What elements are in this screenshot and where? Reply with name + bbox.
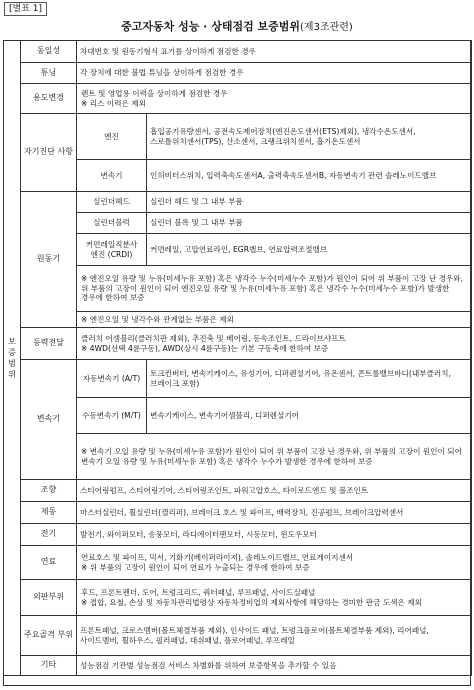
category-usage: 용도변경	[21, 84, 77, 114]
row-tuning	[4, 63, 472, 84]
category-steering: 조향	[21, 480, 77, 502]
label-selfdiag-transmission: 변속기	[77, 160, 147, 192]
content-prime-note: ※ 엔진오일 유량 및 누유(미세누유 포함) 혹은 냉각수 누수(미세누수 포함)가 원인이 되어 위 부품이 고장 난 경우와, 위 부품의 고장이 원인이 되어 엔진오일 유량 및 누유(미세누유 포함) 혹은 냉각수 누수(미세누수 포함)가 발생한 경우에 한하여 보증	[77, 266, 472, 312]
drive-line1: 클러치 어셈블리(클러치판 제외), 추진축 및 베어링, 등속조인트, 드라이브샤프트	[81, 333, 346, 343]
content-usage	[77, 84, 472, 114]
content-electric: 발전기, 와이퍼모터, 송풍모터, 라디에이터팬모터, 시동모터, 윈도우모터	[77, 524, 472, 546]
row-etc	[4, 656, 472, 676]
content-etc: 성능점검 기관별 성능점검 서비스 차별화를 위하여 보증항목을 추가할 수 있음	[77, 656, 472, 676]
row-selfdiag-engine	[4, 114, 472, 160]
label-cylinder-block: 실린더블럭	[77, 213, 147, 234]
row-exterior	[4, 580, 472, 616]
category-identity: 동일성	[21, 41, 77, 63]
warranty-scope-table	[3, 40, 472, 676]
content-frame: 프론트패널, 크로스멤버(볼트체결부품 제외), 인사이드 패널, 트렁크플로어(볼트체결부품 제외), 리어패널, 사이드멤버, 휠하우스, 필러패널, 대쉬패널, 플로어패널, 루프레일	[77, 616, 472, 656]
row-frame	[4, 616, 472, 656]
document-title	[0, 20, 474, 34]
content-drivetrain	[77, 328, 472, 360]
content-crdi: 커먼레일, 고압연료라인, EGR밸브, 연료압력조절밸브	[147, 234, 472, 266]
label-selfdiag-engine: 엔진	[77, 114, 147, 160]
exterior-note: ※ 접합, 요철, 손상 및 자동차관리법령상 자동차정비업의 제외사항에 해당하는 경미한 판금 도색은 제외	[81, 597, 422, 607]
row-braking	[4, 502, 472, 524]
content-steering: 스티어링펌프, 스티어링기어, 스티어링조인트, 파워고압호스, 타이로드엔드 및 볼조인트	[77, 480, 472, 502]
main-category-label: 보증범위	[8, 337, 16, 379]
row-prime-head	[4, 192, 472, 213]
label-cylinder-head: 실린더헤드	[77, 192, 147, 213]
main-category-cell	[4, 41, 21, 676]
row-trans-auto	[4, 360, 472, 398]
content-manual-transmission: 변속기케이스, 변속기어셈블리, 디퍼렌셜기어	[147, 398, 472, 434]
usage-line1: 렌트 및 영업용 이력을 상이하게 점검한 경우	[81, 88, 228, 98]
content-cylinder-block: 실린더 블록 및 그 내부 부품	[147, 213, 472, 234]
title-main: 중고자동차 성능 · 상태점검 보증범위	[121, 20, 301, 33]
row-electric	[4, 524, 472, 546]
content-prime-note2: ※ 엔진오일 및 냉각수와 관계없는 부품은 제외	[77, 312, 472, 328]
category-exterior: 외판부위	[21, 580, 77, 616]
fuel-note: ※ 위 부품의 고장이 원인이 되어 연료가 누출되는 경우에 한하여 보증	[81, 562, 310, 572]
content-cylinder-head: 실린더 헤드 및 그 내부 부품	[147, 192, 472, 213]
content-auto-transmission: 토크컨버터, 변속기케이스, 유성기어, 디퍼렌셜기어, 유온센서, 콘트롤밸브바디(내부클러치, 브레이크 포함)	[147, 360, 472, 398]
category-selfdiag: 자기진단 사항	[21, 114, 77, 192]
label-crdi: 커먼레일직분사 엔진 (CRDI)	[77, 234, 147, 266]
content-fuel	[77, 546, 472, 580]
category-frame: 주요골격 부위	[21, 616, 77, 656]
row-usage	[4, 84, 472, 114]
category-etc: 기타	[21, 656, 77, 676]
row-fuel	[4, 546, 472, 580]
attachment-tag: [별표 1]	[4, 2, 47, 16]
category-transmission: 변속기	[21, 360, 77, 480]
content-tuning: 각 장치에 대한 불법 튜닝을 상이하게 점검한 경우	[77, 63, 472, 84]
drive-note: ※ 4WD(선택 4륜구동), AWD(상시 4륜구동)는 기본 구동축에 한하여 보증	[81, 343, 329, 353]
content-braking: 마스터실린더, 휠실린더(캘리퍼), 브레이크 호스 및 파이프, 배력장치, 진공펌프, 브레이크압력센서	[77, 502, 472, 524]
row-identity	[4, 41, 472, 63]
category-prime-mover: 원동기	[21, 192, 77, 328]
category-drivetrain: 동력전달	[21, 328, 77, 360]
content-transmission-note: ※ 변속기 오일 유량 및 누유(미세누유 포함)가 원인이 되어 위 부품이 고장 난 경우와, 위 부품의 고장이 원인이 되어 변속기 오일 유량 및 누유(미세누유 포함) 혹은 냉각수 누수가 발생한 경우에 한하여 보증	[77, 434, 472, 480]
category-tuning: 튜닝	[21, 63, 77, 84]
warranty-scope-sheet	[3, 40, 471, 686]
category-fuel: 연료	[21, 546, 77, 580]
row-drive	[4, 328, 472, 360]
category-braking: 제동	[21, 502, 77, 524]
category-electric: 전기	[21, 524, 77, 546]
content-identity: 차대번호 및 원동기형식 표기를 상이하게 점검한 경우	[77, 41, 472, 63]
title-sub: (제3조관련)	[300, 22, 353, 33]
content-selfdiag-transmission: 인히비터스위치, 입력축속도센서A, 출력축속도센서B, 자동변속기 관련 솔레노이드밸브	[147, 160, 472, 192]
content-selfdiag-engine: 흡입공기유량센서, 공전속도제어장치(엔진온도센서(ETS)제외), 냉각수온도센서, 스로틀위치센서(TPS), 산소센서, 크랭크위치센서, 흡기온도센서	[147, 114, 472, 160]
row-steering	[4, 480, 472, 502]
label-manual-transmission: 수동변속기 (M/T)	[77, 398, 147, 434]
exterior-line1: 후드, 프론트펜더, 도어, 트렁크리드, 쿼터패널, 루프패널, 사이드실패널	[81, 587, 316, 597]
content-exterior	[77, 580, 472, 616]
usage-note: ※ 리스 이력은 제외	[81, 98, 146, 108]
fuel-line1: 연료호스 및 파이프, 믹서, 기화기(베이퍼라이저), 솔레노이드밸브, 연료게이지센서	[81, 552, 354, 562]
label-auto-transmission: 자동변속기 (A/T)	[77, 360, 147, 398]
